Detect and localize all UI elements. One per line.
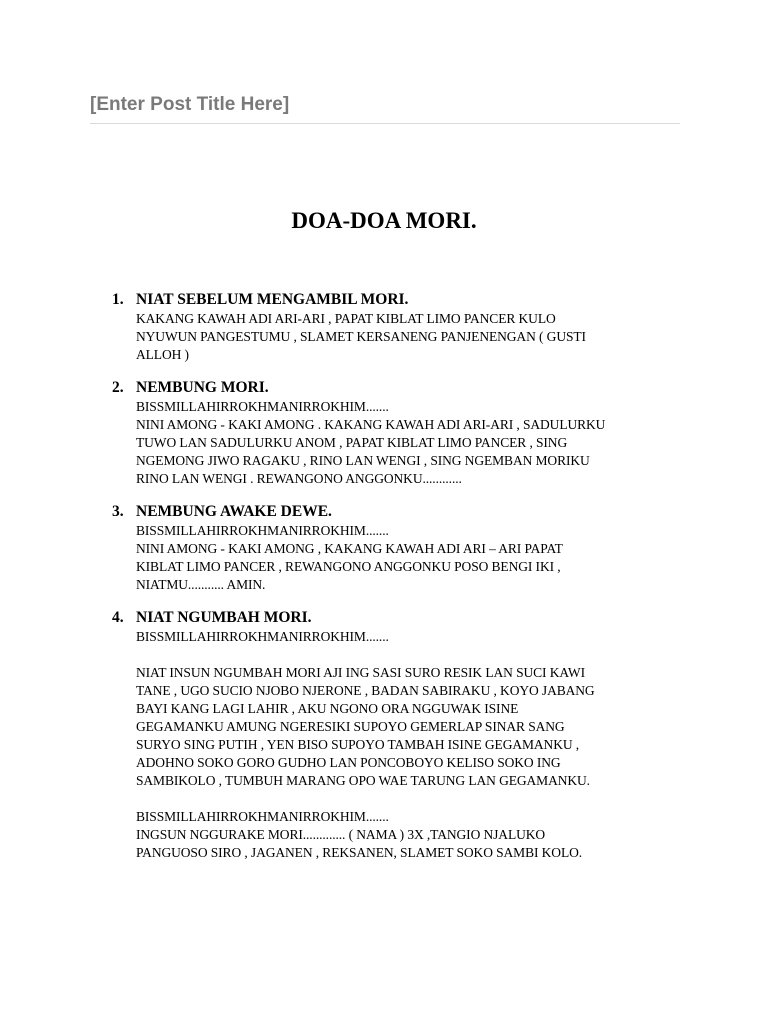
section-number: 2. (112, 379, 124, 396)
paragraph-gap (136, 646, 688, 664)
section-2 (0, 378, 768, 488)
text-line: SAMBIKOLO , TUMBUH MARANG OPO WAE TARUNG LAN GEGAMANKU. (136, 773, 590, 788)
section-title: NEMBUNG MORI. (136, 379, 269, 396)
section-title: NIAT SEBELUM MENGAMBIL MORI. (136, 291, 409, 308)
text-line: ALLOH ) (136, 347, 189, 362)
prayer-list (0, 290, 768, 876)
text-line: ADOHNO SOKO GORO GUDHO LAN PONCOBOYO KELISO SOKO ING (136, 755, 561, 770)
text-line: KAKANG KAWAH ADI ARI-ARI , PAPAT KIBLAT LIMO PANCER KULO (136, 311, 556, 326)
text-line: NINI AMONG - KAKI AMONG . KAKANG KAWAH ADI ARI-ARI , SADULURKU (136, 417, 606, 432)
text-line: INGSUN NGGURAKE MORI............. ( NAMA ) 3X ,TANGIO NJALUKO (136, 827, 546, 842)
text-line: BAYI KANG LAGI LAHIR , AKU NGONO ORA NGGUWAK ISINE (136, 701, 519, 716)
text-line: TUWO LAN SADULURKU ANOM , PAPAT KIBLAT LIMO PANCER , SING (136, 435, 568, 450)
text-line: BISSMILLAHIRROKHMANIRROKHIM....... (136, 629, 389, 644)
text-line: BISSMILLAHIRROKHMANIRROKHIM....... (136, 809, 389, 824)
text-line: NIATMU........... AMIN. (136, 577, 266, 592)
text-line: SURYO SING PUTIH , YEN BISO SUPOYO TAMBAH ISINE GEGAMANKU , (136, 737, 580, 752)
title-divider (90, 123, 680, 124)
text-line: TANE , UGO SUCIO NJOBO NJERONE , BADAN SABIRAKU , KOYO JABANG (136, 683, 595, 698)
text-line: BISSMILLAHIRROKHMANIRROKHIM....... (136, 399, 389, 414)
section-title: NEMBUNG AWAKE DEWE. (136, 503, 332, 520)
document-heading: DOA-DOA MORI. (291, 208, 477, 233)
text-line: NIAT INSUN NGUMBAH MORI AJI ING SASI SURO RESIK LAN SUCI KAWI (136, 665, 585, 680)
text-line: NYUWUN PANGESTUMU , SLAMET KERSANENG PANJENENGAN ( GUSTI (136, 329, 586, 344)
text-line: GEGAMANKU AMUNG NGERESIKI SUPOYO GEMERLAP SINAR SANG (136, 719, 565, 734)
section-number: 3. (112, 503, 124, 520)
section-3 (0, 502, 768, 594)
paragraph-gap (136, 790, 688, 808)
post-title[interactable]: [Enter Post Title Here] (90, 94, 290, 115)
section-4 (0, 608, 768, 862)
text-line: NGEMONG JIWO RAGAKU , RINO LAN WENGI , SING NGEMBAN MORIKU (136, 453, 590, 468)
section-number: 1. (112, 291, 124, 308)
text-line: NINI AMONG - KAKI AMONG , KAKANG KAWAH ADI ARI – ARI PAPAT (136, 541, 563, 556)
section-1 (0, 290, 768, 364)
text-line: RINO LAN WENGI . REWANGONO ANGGONKU............ (136, 471, 462, 486)
section-number: 4. (112, 609, 124, 626)
text-line: KIBLAT LIMO PANCER , REWANGONO ANGGONKU POSO BENGI IKI , (136, 559, 561, 574)
text-line: PANGUOSO SIRO , JAGANEN , REKSANEN, SLAMET SOKO SAMBI KOLO. (136, 845, 583, 860)
text-line: BISSMILLAHIRROKHMANIRROKHIM....... (136, 523, 389, 538)
section-title: NIAT NGUMBAH MORI. (136, 609, 312, 626)
